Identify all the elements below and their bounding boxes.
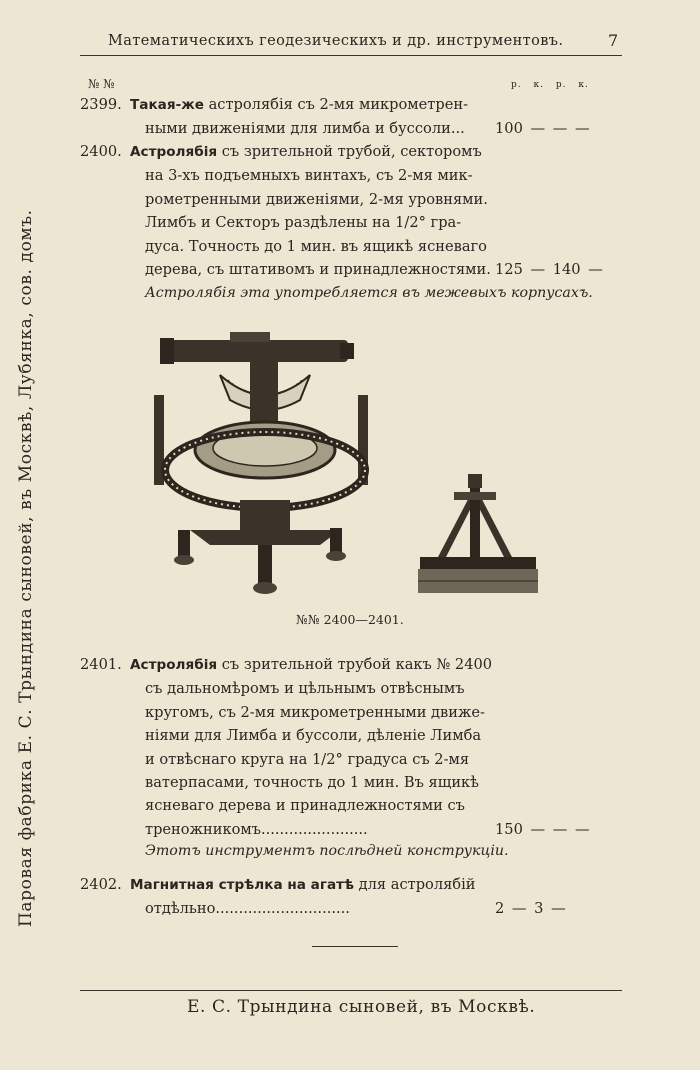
catalog-entry-2402	[80, 873, 620, 921]
entry-line	[80, 873, 620, 897]
entry-line-text: ясневаго дерева и принадлежностями съ	[145, 797, 465, 815]
entry-line-text: Такая-же астролябія съ 2-мя микрометрен-	[130, 96, 468, 113]
entry-price: 125 — 140 —	[495, 261, 603, 279]
entry-line	[80, 140, 620, 164]
price-column-head: р. к. р. к.	[511, 80, 589, 90]
entry-line	[80, 188, 620, 211]
entry-line	[80, 724, 620, 747]
entry-number: 2400.	[80, 143, 122, 160]
entry-line-text: треножникомъ.......................	[145, 820, 368, 838]
entry-line	[80, 258, 620, 281]
entry-line-text: ными движеніями для лимба и буссоли...	[145, 120, 465, 138]
entry-line-text: Магнитная стрѣлка на агатѣ для астролябій	[130, 876, 476, 893]
number-column-head: № №	[88, 77, 115, 91]
entry-number: 2399.	[80, 96, 122, 113]
footer-rule	[80, 990, 622, 991]
header-rule	[80, 55, 622, 56]
astrolabe-illustration	[150, 330, 380, 605]
entry-line-text: и отвѣснаго круга на 1/2° градуса съ 2-мя	[145, 750, 470, 768]
entry-price: 2 — 3 —	[495, 900, 566, 918]
entry-line	[80, 818, 620, 841]
entry-line	[80, 794, 620, 817]
page-footer: Е. С. Трындина сыновей, въ Москвѣ.	[187, 997, 536, 1017]
entry-line-text: на 3-хъ подъемныхъ винтахъ, съ 2-мя мик-	[145, 167, 473, 185]
entry-number: 2402.	[80, 876, 122, 893]
entry-number: 2401.	[80, 656, 122, 673]
page-header-title: Математическихъ геодезическихъ и др. инструментовъ.	[108, 33, 564, 49]
entry-line	[80, 897, 620, 920]
entry-price: 150 — — —	[495, 820, 590, 838]
entry-line	[80, 211, 620, 234]
figure-caption: №№ 2400—2401.	[296, 612, 404, 627]
entry-line	[80, 748, 620, 771]
note-2400: Астролябія эта употребляется въ межевыхъ корпусахъ.	[145, 285, 593, 301]
section-end-rule	[312, 946, 398, 947]
entry-line-text: рометренными движеніями, 2-мя уровнями.	[145, 190, 488, 208]
entry-line	[80, 701, 620, 724]
entry-line-text: Астролябія съ зрительной трубой, секторомъ	[130, 143, 482, 160]
catalog-entry-2400	[80, 140, 620, 281]
entry-line-text: Астролябія съ зрительной трубой какъ № 2400	[130, 656, 493, 673]
page-number: 7	[608, 31, 619, 50]
entry-line	[80, 93, 620, 117]
entry-line	[80, 771, 620, 794]
entry-line-text: Лимбъ и Секторъ раздѣлены на 1/2° гра-	[145, 214, 462, 232]
entry-line-text: ватерпасами, точность до 1 мин. Въ ящикѣ	[145, 774, 479, 792]
entry-line	[80, 164, 620, 187]
entry-line-text: съ дальномѣромъ и цѣльнымъ отвѣснымъ	[145, 680, 465, 698]
catalog-entry-2401	[80, 653, 620, 841]
entry-line-text: кругомъ, съ 2-мя микрометренными движе-	[145, 703, 485, 721]
entry-line-text: дерева, съ штативомъ и принадлежностями.	[145, 261, 491, 279]
catalog-entry-2399	[80, 93, 620, 141]
entry-line-text: дуса. Точность до 1 мин. въ ящикѣ ясневаго	[145, 237, 487, 255]
note-2401: Этотъ инструментъ послѣдней конструкціи.	[145, 843, 509, 859]
entry-line	[80, 117, 620, 140]
alidade-illustration	[418, 472, 538, 597]
entry-line-text: отдѣльно.............................	[145, 900, 350, 918]
entry-line	[80, 235, 620, 258]
entry-price: 100 — — —	[495, 120, 590, 138]
entry-line-text: ніями для Лимба и буссоли, дѣленіе Лимба	[145, 727, 482, 745]
entry-line	[80, 677, 620, 700]
entry-line	[80, 653, 620, 677]
sidebar-imprint: Паровая фабрика Е. С. Трындина сыновей, въ Москвѣ, Лубянка, сов. домъ.	[16, 209, 36, 927]
